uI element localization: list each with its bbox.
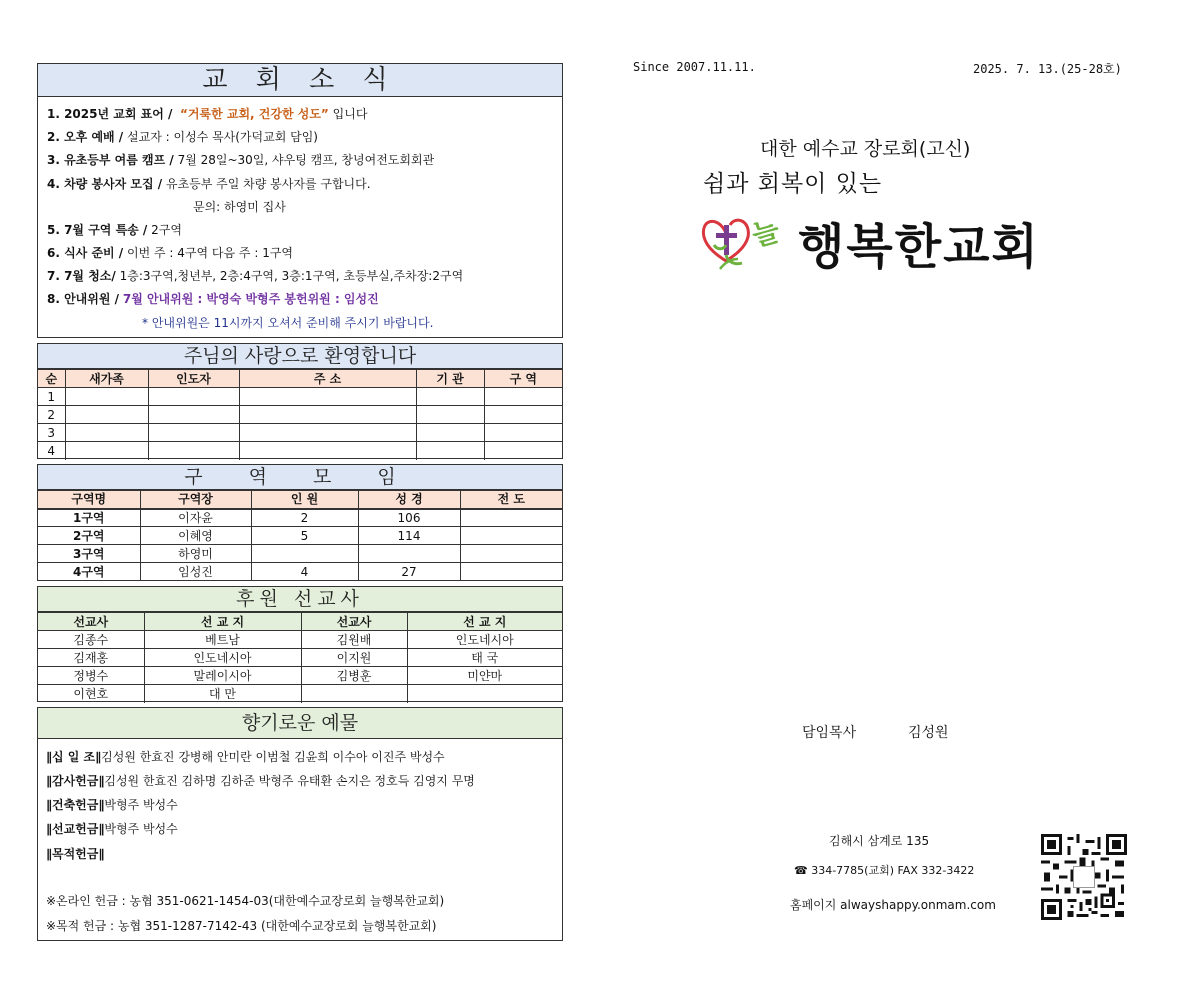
table-cell: 이자윤 bbox=[140, 509, 251, 527]
news-item-5: 5. 7월 구역 특송 / 2구역 bbox=[47, 223, 182, 237]
table-cell: 이현호 bbox=[38, 685, 144, 703]
news-item-1: 1. 2025년 교회 표어 / “거룩한 교회, 건강한 성도” 입니다 bbox=[47, 107, 368, 121]
offering-building: ∥건축헌금∥박형주 박성수 bbox=[46, 798, 178, 812]
welcome-box bbox=[37, 343, 563, 459]
table-cell: 2 bbox=[38, 406, 65, 424]
table-cell bbox=[460, 563, 562, 581]
table-cell bbox=[65, 406, 148, 424]
table-cell: 임성진 bbox=[140, 563, 251, 581]
table-cell: 말레이시아 bbox=[144, 667, 301, 685]
offering-mission: ∥선교헌금∥박형주 박성수 bbox=[46, 822, 178, 836]
qr-code-icon bbox=[1041, 834, 1127, 920]
table-cell bbox=[460, 527, 562, 545]
table-cell bbox=[301, 685, 407, 703]
table-cell: 4 bbox=[38, 442, 65, 460]
table-cell bbox=[65, 388, 148, 406]
news-item-3: 3. 유초등부 여름 캠프 / 7월 28일~30일, 샤우팅 캠프, 창녕여전도회회관 bbox=[47, 153, 435, 167]
col-header: 주 소 bbox=[239, 370, 416, 388]
table-cell bbox=[484, 424, 562, 442]
table-cell: 태 국 bbox=[407, 649, 562, 667]
since-date: Since 2007.11.11. bbox=[633, 60, 756, 74]
col-header: 선 교 지 bbox=[144, 613, 301, 631]
table-cell: 이지원 bbox=[301, 649, 407, 667]
table-row bbox=[38, 527, 562, 545]
church-logo-icon bbox=[700, 211, 752, 273]
table-cell: 베트남 bbox=[144, 631, 301, 649]
col-header: 구 역 bbox=[484, 370, 562, 388]
table-cell bbox=[148, 424, 239, 442]
table-row bbox=[38, 424, 562, 442]
missionary-table bbox=[38, 612, 562, 703]
table-cell bbox=[239, 424, 416, 442]
table-cell bbox=[65, 424, 148, 442]
church-address: 김해시 삼계로 135 bbox=[829, 834, 930, 848]
table-cell: 27 bbox=[358, 563, 460, 581]
table-cell: 김종수 bbox=[38, 631, 144, 649]
welcome-table bbox=[38, 369, 562, 460]
col-header: 구역장 bbox=[140, 491, 251, 509]
col-header: 선교사 bbox=[301, 613, 407, 631]
table-cell bbox=[251, 545, 358, 563]
table-cell bbox=[148, 388, 239, 406]
table-cell: 김원배 bbox=[301, 631, 407, 649]
table-cell: 정병수 bbox=[38, 667, 144, 685]
table-row bbox=[38, 509, 562, 527]
logo-neul: 늘 bbox=[748, 214, 784, 253]
col-header: 성 경 bbox=[358, 491, 460, 509]
table-cell bbox=[416, 442, 484, 460]
news-item-4-contact: 문의: 하영미 집사 bbox=[193, 200, 286, 214]
table-row bbox=[38, 631, 562, 649]
table-cell bbox=[358, 545, 460, 563]
offering-thanks: ∥감사헌금∥김성원 한효진 김하명 김하준 박형주 유태환 손지은 정호득 김영지 무명 bbox=[46, 774, 475, 788]
church-homepage[interactable]: 홈페이지 alwayshappy.onmam.com bbox=[790, 898, 996, 912]
table-cell: 김재홍 bbox=[38, 649, 144, 667]
offering-purpose: ∥목적헌금∥ bbox=[46, 847, 105, 861]
table-row bbox=[38, 667, 562, 685]
pastor-name: 김성원 bbox=[908, 725, 949, 741]
table-cell: 1구역 bbox=[38, 509, 140, 527]
table-cell bbox=[484, 406, 562, 424]
table-cell: 인도네시아 bbox=[144, 649, 301, 667]
offering-box bbox=[37, 707, 563, 941]
news-item-7: 7. 7월 청소/ 1층:3구역,청년부, 2층:4구역, 3층:1구역, 초등부실,주차장:2구역 bbox=[47, 269, 464, 283]
col-header: 전 도 bbox=[460, 491, 562, 509]
table-cell: 5 bbox=[251, 527, 358, 545]
col-header: 기 관 bbox=[416, 370, 484, 388]
table-cell: 1 bbox=[38, 388, 65, 406]
table-cell: 2 bbox=[251, 509, 358, 527]
denomination: 대한 예수교 장로회(고신) bbox=[760, 138, 971, 160]
table-cell: 미얀마 bbox=[407, 667, 562, 685]
table-row bbox=[38, 649, 562, 667]
bulletin-date: 2025. 7. 13.(25-28호) bbox=[973, 62, 1122, 76]
col-header: 순 bbox=[38, 370, 65, 388]
table-cell: 114 bbox=[358, 527, 460, 545]
offering-title: 향기로운 예물 bbox=[38, 708, 562, 739]
table-cell: 4구역 bbox=[38, 563, 140, 581]
offering-tithe: ∥십 일 조∥김성원 한효진 강병해 안미란 이범철 김윤희 이수아 이진주 박성수 bbox=[46, 750, 445, 764]
table-cell: 김병훈 bbox=[301, 667, 407, 685]
church-news-title: 교 회 소 식 bbox=[38, 64, 562, 97]
table-cell: 하영미 bbox=[140, 545, 251, 563]
missionary-title: 후원 선교사 bbox=[38, 587, 562, 612]
table-cell bbox=[239, 388, 416, 406]
news-item-4: 4. 차량 봉사자 모집 / 유초등부 주일 차량 봉사자를 구합니다. bbox=[47, 177, 371, 191]
table-cell bbox=[484, 388, 562, 406]
table-cell: 106 bbox=[358, 509, 460, 527]
col-header: 인도자 bbox=[148, 370, 239, 388]
purpose-offering-account: ※목적 헌금 : 농협 351-1287-7142-43 (대한예수교장로회 늘행복한교회) bbox=[46, 919, 437, 933]
church-name: 행복한교회 bbox=[798, 219, 1040, 275]
table-cell: 3구역 bbox=[38, 545, 140, 563]
table-cell: 4 bbox=[251, 563, 358, 581]
table-row bbox=[38, 685, 562, 703]
table-cell bbox=[416, 388, 484, 406]
col-header: 선교사 bbox=[38, 613, 144, 631]
col-header: 선 교 지 bbox=[407, 613, 562, 631]
table-row bbox=[38, 545, 562, 563]
news-note: * 안내위원은 11시까지 오셔서 준비해 주시기 바랍니다. bbox=[142, 316, 434, 330]
table-cell: 3 bbox=[38, 424, 65, 442]
news-item-8: 8. 안내위원 / 7월 안내위원 : 박영숙 박형주 봉헌위원 : 임성진 bbox=[47, 292, 379, 306]
church-news-box bbox=[37, 63, 563, 338]
district-table bbox=[38, 490, 562, 581]
table-cell: 인도네시아 bbox=[407, 631, 562, 649]
table-row bbox=[38, 563, 562, 581]
news-item-6: 6. 식사 준비 / 이번 주 : 4구역 다음 주 : 1구역 bbox=[47, 246, 294, 260]
table-cell bbox=[239, 442, 416, 460]
table-row bbox=[38, 406, 562, 424]
table-cell bbox=[416, 424, 484, 442]
church-phone: ☎ 334-7785(교회) FAX 332-3422 bbox=[794, 864, 975, 877]
col-header: 새가족 bbox=[65, 370, 148, 388]
table-cell bbox=[65, 442, 148, 460]
table-row bbox=[38, 442, 562, 460]
table-cell bbox=[416, 406, 484, 424]
table-row bbox=[38, 388, 562, 406]
online-offering-account: ※온라인 헌금 : 농협 351-0621-1454-03(대한예수교장로회 늘행복한교회) bbox=[46, 894, 445, 908]
table-cell: 2구역 bbox=[38, 527, 140, 545]
district-title: 구 역 모 임 bbox=[38, 465, 562, 490]
pastor-label: 담임목사 bbox=[802, 725, 857, 741]
missionary-box bbox=[37, 586, 563, 702]
slogan: 쉼과 회복이 있는 bbox=[703, 171, 883, 197]
table-cell bbox=[148, 442, 239, 460]
table-cell: 이혜영 bbox=[140, 527, 251, 545]
table-cell bbox=[239, 406, 416, 424]
col-header: 인 원 bbox=[251, 491, 358, 509]
table-cell bbox=[148, 406, 239, 424]
district-box bbox=[37, 464, 563, 581]
table-cell bbox=[407, 685, 562, 703]
table-cell bbox=[484, 442, 562, 460]
welcome-title: 주님의 사랑으로 환영합니다 bbox=[38, 344, 562, 369]
table-cell: 대 만 bbox=[144, 685, 301, 703]
col-header: 구역명 bbox=[38, 491, 140, 509]
news-item-2: 2. 오후 예배 / 설교자 : 이성수 목사(가덕교회 담임) bbox=[47, 130, 318, 144]
table-cell bbox=[460, 545, 562, 563]
table-cell bbox=[460, 509, 562, 527]
